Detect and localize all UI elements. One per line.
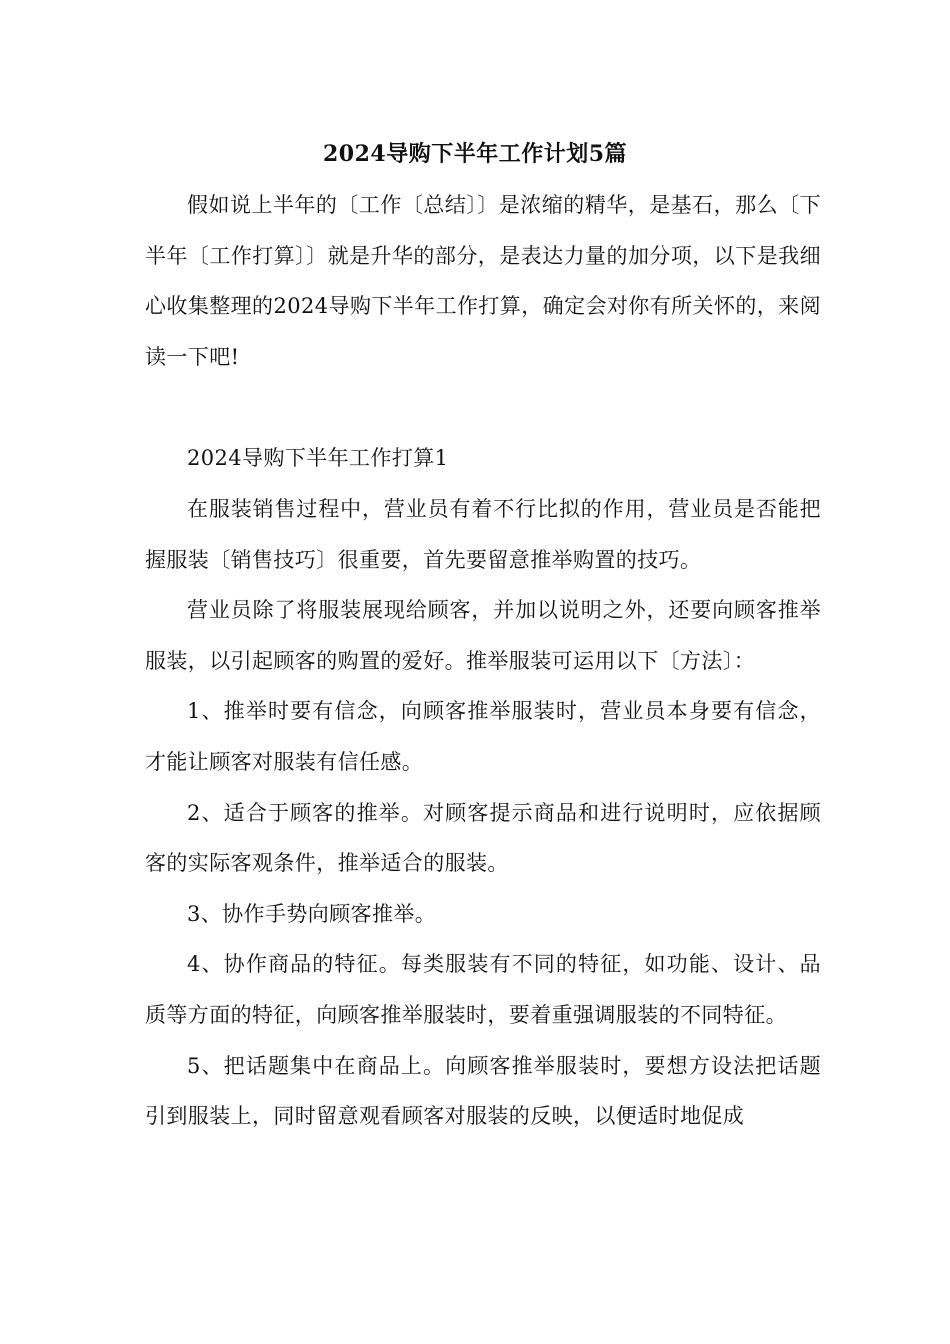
intro-paragraph: 假如说上半年的〔工作〔总结〕〕是浓缩的精华，是基石，那么〔下半年〔工作打算〕〕就是升华的部分，是表达力量的加分项，以下是我细心收集整理的2024导购下半年工作打算，确定会对你有所关怀的，来阅读一下吧! [145,193,821,369]
list-item-4: 4、协作商品的特征。每类服装有不同的特征，如功能、设计、品质等方面的特征，向顾客推举服装时，要着重强调服装的不同特征。 [145,952,821,1027]
list-item-5: 5、把话题集中在商品上。向顾客推举服装时，要想方设法把话题引到服装上，同时留意观看顾客对服装的反映，以便适时地促成 [145,1053,821,1129]
paragraph-2: 营业员除了将服装展现给顾客，并加以说明之外，还要向顾客推举服装，以引起顾客的购置的爱好。推举服装可运用以下〔方法〕： [145,598,821,673]
section-title: 2024导购下半年工作打算1 [187,446,449,471]
list-item-1: 1、推举时要有信念，向顾客推举服装时，营业员本身要有信念，才能让顾客对服装有信任感。 [145,699,821,774]
document-title: 2024导购下半年工作计划5篇 [322,141,628,167]
paragraph-1: 在服装销售过程中，营业员有着不行比拟的作用，营业员是否能把握服装〔销售技巧〕很重要，首先要留意推举购置的技巧。 [145,496,821,572]
list-item-3: 3、协作手势向顾客推举。 [187,901,437,926]
list-item-2: 2、适合于顾客的推举。对顾客提示商品和进行说明时，应依据顾客的实际客观条件，推举适合的服装。 [145,800,821,876]
document-body [145,180,821,1142]
